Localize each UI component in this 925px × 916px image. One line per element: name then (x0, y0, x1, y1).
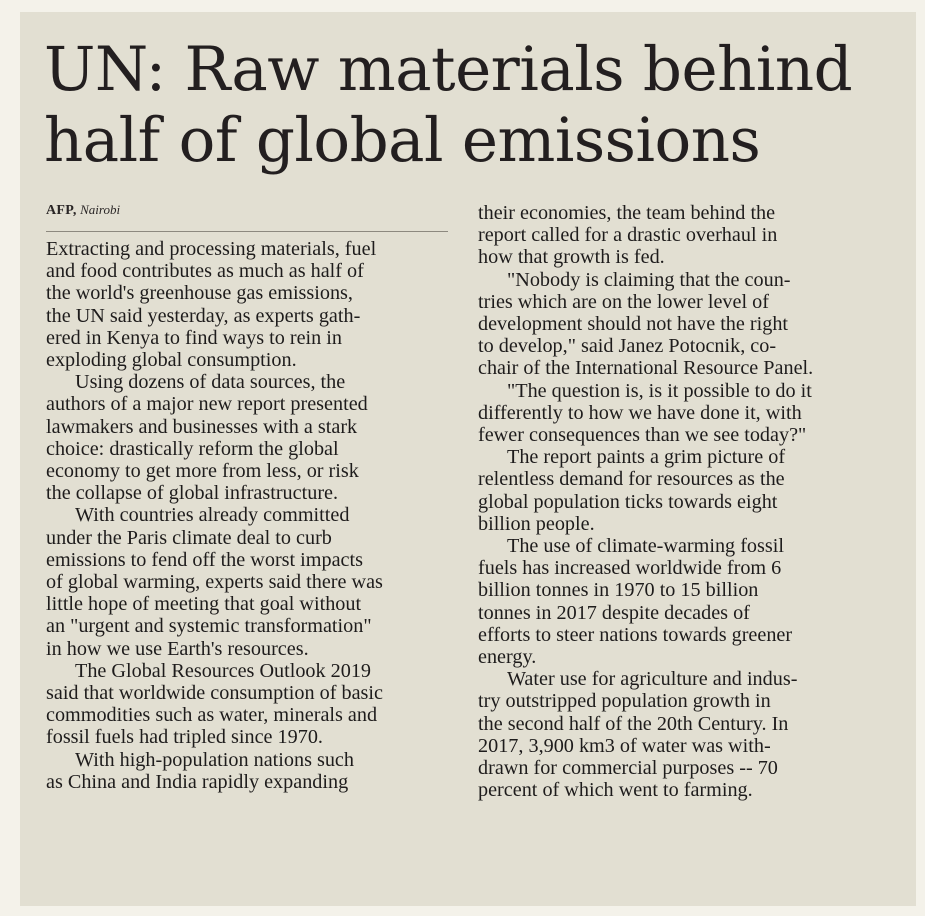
text-line: little hope of meeting that goal without (46, 593, 362, 616)
text-line: and food contributes as much as half of (46, 260, 364, 283)
text-line: an "urgent and systemic transformation" (46, 615, 372, 638)
text-line: exploding global consumption. (46, 349, 297, 372)
newspaper-clipping (20, 12, 916, 906)
text-line: said that worldwide consumption of basic (46, 682, 383, 705)
text-line: Using dozens of data sources, the (75, 371, 346, 394)
text-line: "Nobody is claiming that the coun- (507, 268, 791, 291)
text-line: choice: drastically reform the global (46, 437, 339, 460)
text-line: billion tonnes in 1970 to 15 billion (478, 579, 759, 602)
text-line: tonnes in 2017 despite decades of (478, 601, 750, 624)
headline-line: half of global emissions (44, 105, 761, 176)
article-paragraph (478, 668, 878, 801)
text-line: billion people. (478, 512, 595, 535)
text-line: as China and India rapidly expanding (46, 770, 349, 793)
article-paragraph (46, 238, 446, 371)
text-line: fuels has increased worldwide from 6 (478, 557, 782, 580)
column-body (478, 202, 878, 801)
text-line: tries which are on the lower level of (478, 290, 769, 313)
text-line: The Global Resources Outlook 2019 (75, 659, 372, 682)
text-line: under the Paris climate deal to curb (46, 526, 332, 549)
text-line: With countries already committed (75, 504, 350, 527)
article-paragraph (46, 504, 446, 659)
text-line: Extracting and processing materials, fuel (46, 238, 377, 260)
byline (46, 199, 446, 221)
article-paragraph (478, 269, 878, 380)
text-line: development should not have the right (478, 313, 789, 336)
text-line: economy to get more from less, or risk (46, 460, 359, 483)
text-line: relentless demand for resources as the (478, 468, 785, 491)
article-paragraph (46, 660, 446, 749)
headline-line: UN: Raw materials behind (44, 34, 853, 105)
text-line: The report paints a grim picture of (507, 446, 786, 469)
text-line: global population ticks towards eight (478, 490, 778, 513)
article-paragraph (478, 535, 878, 668)
text-line: lawmakers and businesses with a stark (46, 415, 358, 438)
text-line: of global warming, experts said there was (46, 571, 383, 594)
text-line: how that growth is fed. (478, 246, 665, 269)
text-line: fewer consequences than we see today?" (478, 424, 807, 447)
text-line: the UN said yesterday, as experts gath- (46, 304, 361, 327)
text-line: chair of the International Resource Panel. (478, 357, 814, 380)
byline-location: Nairobi (80, 202, 121, 217)
text-line: The use of climate-warming fossil (507, 535, 784, 558)
text-line: energy. (478, 646, 537, 669)
text-line: report called for a drastic overhaul in (478, 224, 778, 247)
text-line: the second half of the 20th Century. In (478, 712, 789, 735)
column-body (46, 238, 446, 793)
text-line: try outstripped population growth in (478, 690, 771, 713)
article-paragraph (46, 371, 446, 504)
text-line: differently to how we have done it, with (478, 401, 802, 424)
text-line: fossil fuels had tripled since 1970. (46, 726, 323, 749)
article-column-right (478, 202, 878, 801)
byline-agency: AFP, (46, 203, 77, 218)
text-line: drawn for commercial purposes -- 70 (478, 757, 778, 780)
text-line: "The question is, is it possible to do it (507, 379, 812, 402)
text-line: in how we use Earth's resources. (46, 637, 309, 660)
text-line: commodities such as water, minerals and (46, 704, 378, 727)
text-line: their economies, the team behind the (478, 202, 776, 224)
text-line: percent of which went to farming. (478, 779, 753, 802)
article-column-left (46, 199, 446, 793)
text-line: efforts to steer nations towards greener (478, 623, 793, 646)
article-paragraph (478, 380, 878, 447)
headline (44, 34, 904, 176)
text-line: Water use for agriculture and indus- (507, 668, 798, 691)
text-line: 2017, 3,900 km3 of water was with- (478, 734, 771, 757)
text-line: to develop," said Janez Potocnik, co- (478, 335, 777, 358)
text-line: the world's greenhouse gas emissions, (46, 282, 353, 305)
text-line: authors of a major new report presented (46, 393, 368, 416)
article-paragraph (46, 749, 446, 793)
byline-divider (46, 231, 448, 232)
article-paragraph (478, 202, 878, 269)
text-line: With high-population nations such (75, 748, 354, 771)
article-paragraph (478, 446, 878, 535)
text-line: the collapse of global infrastructure. (46, 482, 339, 505)
text-line: ered in Kenya to find ways to rein in (46, 326, 343, 349)
text-line: emissions to fend off the worst impacts (46, 548, 363, 571)
